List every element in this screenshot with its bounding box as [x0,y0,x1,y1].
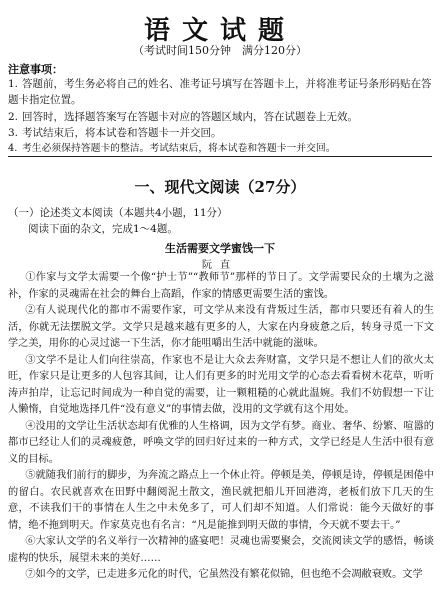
paragraph: ①作家与文学太需要一个像“护士节”“教师节”那样的节日了。文学需要民众的土壤为之滋补，作家的灵魂需在社会的舞台上高蹈，作家的情感更需要生活的蜜饯。 [8,272,434,300]
paragraph: ⑦如今的文学，已走进多元化的时代，它虽然没有繁花似锦，但也绝不会凋敝衰败。文学 [25,569,423,580]
notice-item [8,125,432,141]
notice-item [8,76,432,108]
section-divider [8,156,432,157]
notice-number: 1. [8,78,19,90]
notice-text: 考生必须保持答题卡的整洁。考试结束后，将本试卷和答题卡一并交回。 [22,143,336,154]
notice-text: 答题前，考生务必将自己的姓名、准考证号填写在答题卡上，并将准考证号条形码贴在答题卡指定位置。 [8,78,432,106]
subsection-title: （一）论述类文本阅读（本题共4小题，11分） [8,207,228,219]
notice-number: 2. [8,111,19,123]
notice-heading: 注意事项： [8,63,63,76]
paragraph: ④没用的文学让生活状态却有优雅的人生格调，因为文学有梦。商业、奢华、纷繁、喧嚣的都市已经让人们的灵魂疲惫，呼唤文学的回归好过来的一种方式，文学已经是人生活中很有意义的目标。 [8,420,434,465]
page-title: 语文试题 [143,16,296,46]
notice-text: 回答时，选择题答案写在答题卡对应的答题区域内，答在试题卷上无效。 [22,111,358,123]
article-title: 生活需要文学蜜饯一下 [165,242,275,255]
article-author: 阮直 [202,260,238,271]
paragraph: ⑥大家认文学的名义举行一次精神的盛宴吧！灵魂也需要聚会，交流阅读文学的感悟，畅谈虚构的快乐，展望未来的美好…… [8,536,434,564]
notice-item [8,109,432,125]
section-title: 一、现代文阅读（27分） [134,178,306,196]
reading-instruction: 阅读下面的杂文，完成1～4题。 [28,223,178,235]
notice-item [8,141,432,157]
article-body [8,270,434,584]
paragraph: ②有人说现代化的都市不需要作家，可文学从来没有背叛过生活，都市只要还有着人的生活，你就无法摆脱文学。文学只是越来越有更多的人，大家在内身疲惫之后，转身寻觅一下文学之美，用你的心灵过滤一下生活，你才能咀嚼出生活中就能的滋味。 [8,305,434,349]
notice-number: 4. [8,143,18,154]
notice-number: 3. [8,127,19,139]
notice-text: 考试结束后，将本试卷和答题卡一并交回。 [22,127,222,139]
paragraph: ③文学不是让人们向往崇高，作家也不是让大众去奔财富，文学只是不想让人们的欲火太旺，作家只是让更多的人包容其间，让人们有更多的时光用文学的心态去看看树木花草，听听涛声拍岸，让忘记时间成为一种自觉的需要，让一颗粗糙的心就此温婉。我们不妨假想一下让人懒惰，自觉地选择几件“没有意义”的事情去做，没用的文学就有这个用处。 [8,354,434,415]
paragraph: ⑤就随我们前行的脚步，为奔流之路点上一个休止符。停顿是美，停顿是诗，停顿是困倦中的留白。农民就喜欢在田野中翻阅泥土散文，渔民就把船儿开回港湾，老板们放下几天的生意，不读我们干的事情在人生之中未免多了，可人们却不知道。人们常说：能今天做好的事情，绝不拖到明天。作家莫克也有名言：“凡是能推到明天做的事情，今天就不要去干。” [8,470,434,531]
exam-subtitle: （考试时间150分钟 满分120分） [133,44,307,57]
